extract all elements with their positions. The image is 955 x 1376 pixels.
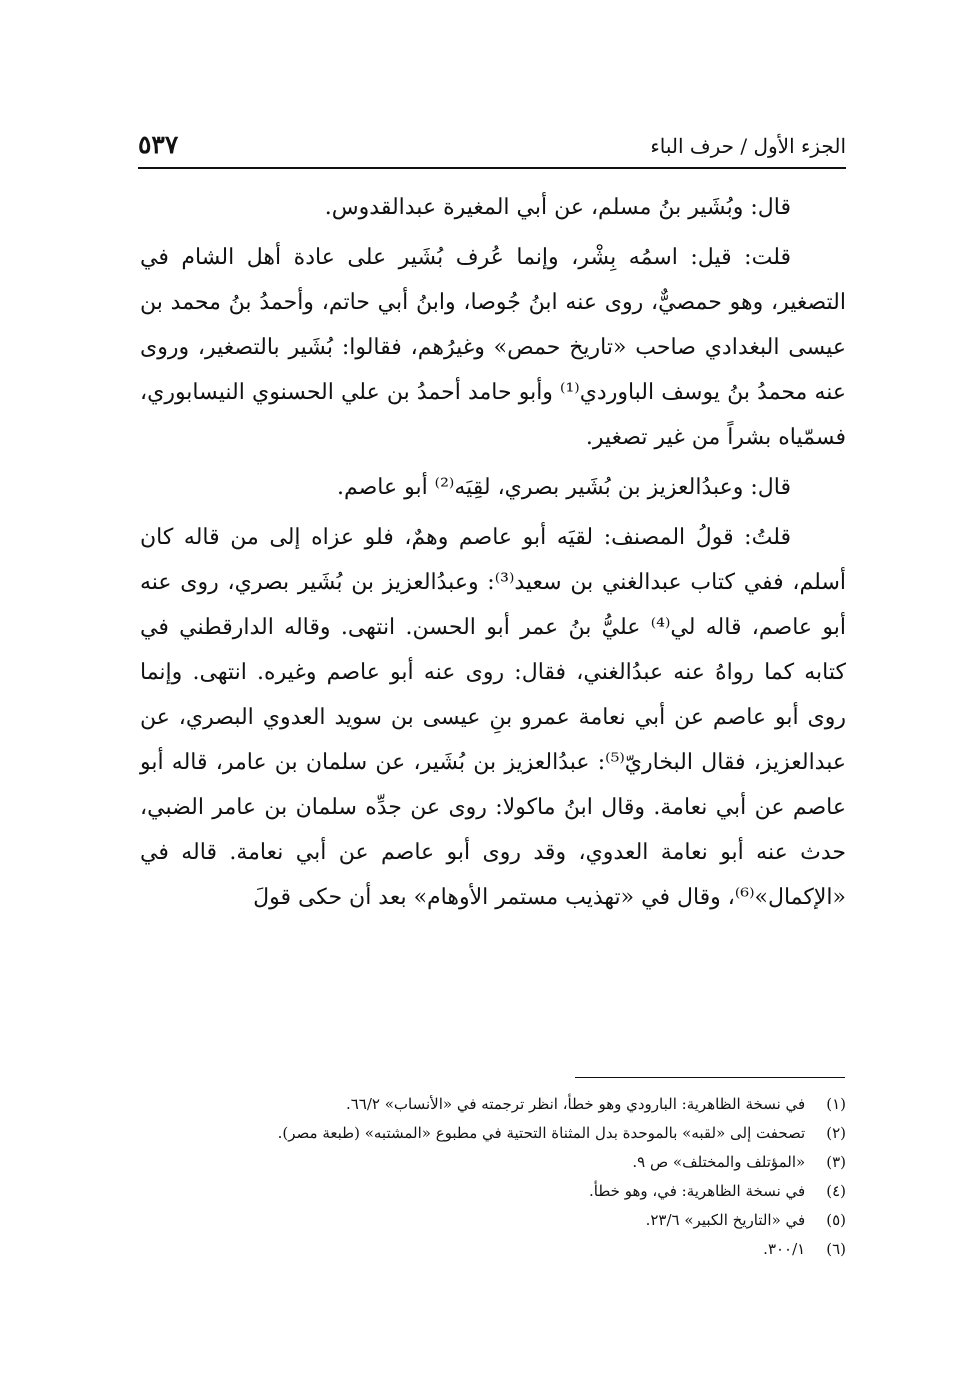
footnote-5 — [140, 1206, 846, 1235]
footnote-number: (٥) — [826, 1211, 846, 1229]
footnote-number: (٤) — [826, 1182, 846, 1200]
footnote-text: في «التاريخ الكبير» ٢٣/٦. — [645, 1211, 806, 1229]
main-text — [140, 185, 846, 925]
paragraph-1: قال: وبُشَير بنُ مسلم، عن أبي المغيرة عبدالقدوس. — [324, 195, 791, 220]
paragraph-2: قلت: قيل: اسمُه بِشْر، وإنما عُرف بُشَير على عادة أهل الشام في التصغير، وهو حمصيٌّ، روى عنه ابنُ جُوصا، وابنُ أبي حاتم، وأحمدُ بنُ محمد بن عيسى البغدادي صاحب «تاريخ حمص» وغيرُهم، فقالوا: بُشَير بالتصغير، وروى عنه محمدُ بنُ يوسف الباوردي⁽¹⁾ وأبو حامد أحمدُ بن علي الحسنوي النيسابوري، فسمّياه بشراً من غير تصغير. — [140, 245, 847, 450]
paragraph-3: قال: وعبدُالعزيز بن بُشَير بصري، لقِيَه⁽²⁾ أبو عاصم. — [336, 475, 791, 500]
footnote-number: (٦) — [826, 1240, 846, 1258]
footnote-number: (٢) — [826, 1124, 846, 1142]
footnote-text: في نسخة الظاهرية: في، وهو خطأ. — [589, 1182, 806, 1200]
footnote-text: «المؤتلف والمختلف» ص ٩. — [632, 1153, 806, 1171]
running-title: الجزء الأول / حرف الباء — [650, 134, 846, 158]
footnote-text: تصحفت إلى «لقبه» بالموحدة بدل المثناة التحتية في مطبوع «المشتبه» (طبعة مصر). — [277, 1124, 806, 1142]
footnote-text: ٣٠٠/١. — [763, 1240, 806, 1258]
header-rule — [138, 167, 846, 169]
footnote-2 — [140, 1119, 846, 1148]
footnote-rule — [575, 1077, 845, 1078]
footnotes — [140, 1090, 846, 1264]
footnote-number: (١) — [826, 1095, 846, 1113]
paragraph-4: قلتُ: قولُ المصنف: لقيَه أبو عاصم وهمٌ، فلو عزاه إلى من قاله كان أسلم، ففي كتاب عبدالغني بن سعيد⁽³⁾: وعبدُالعزيز بن بُشَير بصري، روى عنه أبو عاصم، قاله لي⁽⁴⁾ عليُّ بنُ عمر أبو الحسن. انتهى. وقاله الدارقطني في كتابه كما رواهُ عنه عبدُالغني، فقال: روى عنه أبو عاصم وغيره. انتهى. وإنما روى أبو عاصم عن أبي نعامة عمرو بنِ عيسى بن سويد العدوي البصري، عن عبدالعزيز، فقال البخاريّ⁽⁵⁾: عبدُالعزيز بن بُشَير، عن سلمان بن عامر، قاله أبو عاصم عن أبي نعامة. وقال ابنُ ماكولا: روى عن جدِّه سلمان بن عامر الضبي، حدث عنه أبو نعامة العدوي، وقد روى أبو عاصم عن أبي نعامة. قاله في «الإكمال»⁽⁶⁾، وقال في «تهذيب مستمر الأوهام» بعد أن حكى قولَ — [140, 525, 846, 910]
footnote-number: (٣) — [826, 1153, 846, 1171]
footnote-1 — [140, 1090, 846, 1119]
footnote-6 — [140, 1235, 846, 1264]
footnote-text: في نسخة الظاهرية: البارودي وهو خطأ، انظر ترجمته في «الأنساب» ٦٦/٢. — [345, 1095, 806, 1113]
footnote-3 — [140, 1148, 846, 1177]
page-header — [138, 120, 846, 170]
page-number: ٥٣٧ — [138, 130, 179, 159]
footnote-4 — [140, 1177, 846, 1206]
